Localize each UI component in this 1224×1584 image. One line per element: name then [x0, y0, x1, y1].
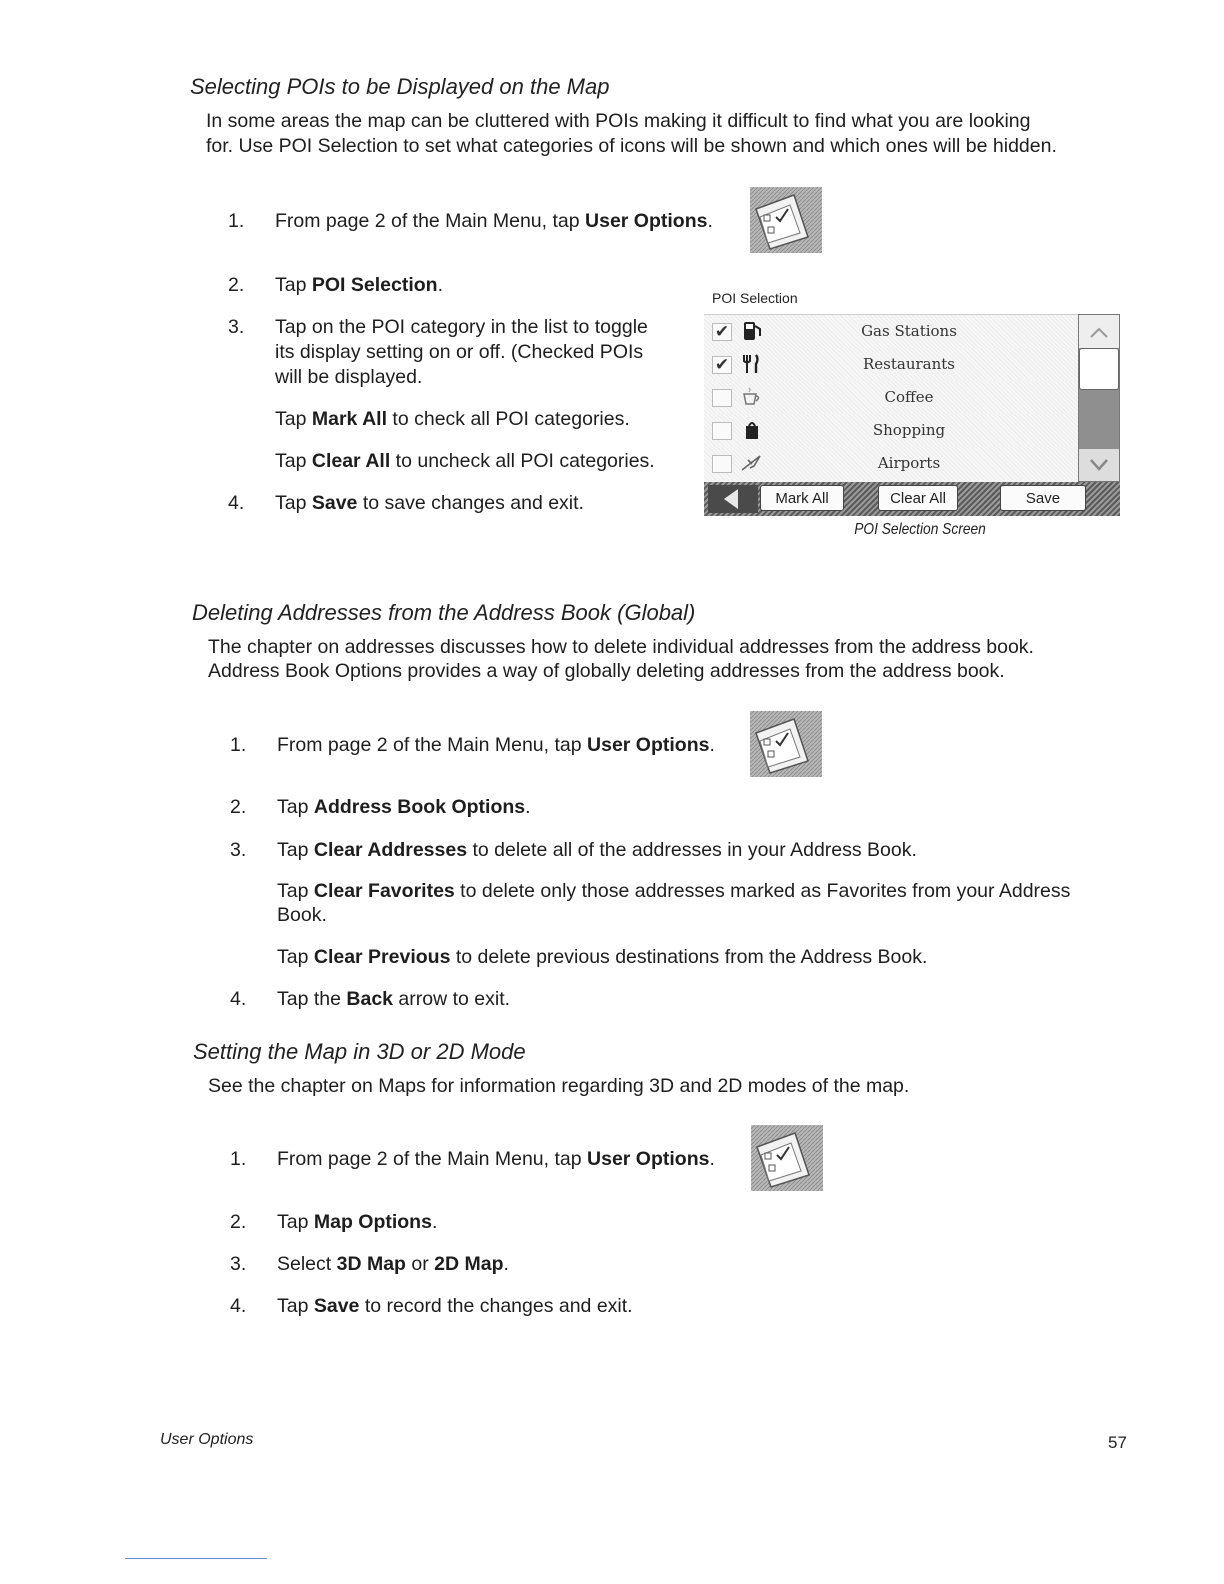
poi-checkbox[interactable] [712, 389, 732, 407]
airplane-icon [740, 452, 764, 474]
user-options-icon [750, 711, 822, 777]
poi-row-coffee[interactable] [704, 381, 1078, 415]
step-number: 3. [230, 839, 247, 861]
page-number: 57 [1108, 1433, 1127, 1452]
poi-checkbox[interactable]: ✔ [712, 323, 732, 341]
step-number: 3. [230, 1253, 247, 1275]
poi-label: Airports [877, 454, 941, 472]
step-number: 2. [228, 274, 245, 296]
step-number: 4. [228, 492, 245, 514]
poi-row-gas-stations[interactable] [704, 315, 1078, 349]
footer-divider [125, 1558, 267, 1559]
step-text: From page 2 of the Main Menu, tap User Options. [277, 1148, 715, 1170]
step-number: 2. [230, 1211, 247, 1233]
step-text: Select 3D Map or 2D Map. [277, 1253, 509, 1275]
poi-toolbar [704, 482, 1120, 516]
back-arrow-button[interactable] [708, 485, 758, 513]
step-number: 1. [230, 1148, 247, 1170]
shopping-bag-icon [740, 419, 764, 441]
step-text: Tap Mark All to check all POI categories. [275, 408, 630, 430]
save-button[interactable]: Save [1000, 485, 1086, 511]
step-text: its display setting on or off. (Checked POIs [275, 341, 644, 363]
step-text: Book. [277, 904, 327, 926]
intro-paragraph-line: for. Use POI Selection to set what categories of icons will be shown and which ones will be hidden. [206, 135, 1057, 157]
user-options-icon [751, 1125, 823, 1191]
step-text: Tap Address Book Options. [277, 796, 531, 818]
step-text: Tap Map Options. [277, 1211, 438, 1233]
step-text: Tap POI Selection. [275, 274, 443, 296]
step-text: Tap on the POI category in the list to toggle [275, 316, 648, 338]
poi-row-restaurants[interactable] [704, 348, 1078, 382]
step-text: From page 2 of the Main Menu, tap User Options. [277, 734, 715, 756]
step-text: Tap the Back arrow to exit. [277, 988, 511, 1010]
step-number: 4. [230, 988, 247, 1010]
step-text: From page 2 of the Main Menu, tap User Options. [275, 210, 713, 232]
poi-selection-screen [704, 288, 1120, 518]
step-text: Tap Clear Favorites to delete only those addresses marked as Favorites from your Address [277, 880, 1071, 902]
scroll-up-button[interactable] [1079, 315, 1119, 348]
section-title-address-book: Deleting Addresses from the Address Book (Global) [192, 600, 696, 625]
step-number: 4. [230, 1295, 247, 1317]
step-text: Tap Save to record the changes and exit. [277, 1295, 633, 1317]
chevron-up-icon [1079, 315, 1119, 348]
poi-label: Gas Stations [861, 322, 957, 340]
poi-checkbox[interactable] [712, 455, 732, 473]
scroll-down-button[interactable] [1079, 449, 1119, 481]
step-number: 1. [228, 210, 245, 232]
section-paragraph-line: See the chapter on Maps for information regarding 3D and 2D modes of the map. [208, 1075, 910, 1097]
intro-paragraph-line: In some areas the map can be cluttered with POIs making it difficult to find what you are looking [206, 110, 1031, 132]
poi-row-shopping[interactable] [704, 414, 1078, 448]
section-paragraph-line: Address Book Options provides a way of globally deleting addresses from the address book. [208, 660, 1005, 682]
chevron-down-icon [1079, 449, 1119, 481]
section-title-poi: Selecting POIs to be Displayed on the Map [190, 74, 610, 99]
step-number: 2. [230, 796, 247, 818]
poi-screen-title: POI Selection [712, 290, 798, 306]
poi-checkbox[interactable]: ✔ [712, 356, 732, 374]
step-text: Tap Clear Addresses to delete all of the addresses in your Address Book. [277, 839, 917, 861]
step-number: 1. [230, 734, 247, 756]
poi-label: Restaurants [863, 355, 955, 373]
poi-label: Coffee [884, 388, 934, 406]
coffee-cup-icon [740, 386, 764, 408]
section-title-3d-2d: Setting the Map in 3D or 2D Mode [193, 1039, 526, 1064]
gas-pump-icon [740, 320, 764, 342]
step-text: Tap Save to save changes and exit. [275, 492, 584, 514]
poi-category-list [704, 314, 1078, 483]
figure-caption: POI Selection Screen [854, 521, 986, 538]
step-text: Tap Clear All to uncheck all POI categories. [275, 450, 655, 472]
footer-section-name: User Options [160, 1431, 254, 1448]
poi-scrollbar[interactable] [1078, 314, 1120, 482]
mark-all-button[interactable]: Mark All [760, 485, 844, 511]
poi-row-airports[interactable] [704, 447, 1078, 480]
user-options-icon [750, 187, 822, 253]
section-paragraph-line: The chapter on addresses discusses how to delete individual addresses from the address book. [208, 636, 1034, 658]
fork-knife-icon [740, 353, 764, 375]
step-text: will be displayed. [275, 366, 423, 388]
step-text: Tap Clear Previous to delete previous destinations from the Address Book. [277, 946, 928, 968]
step-number: 3. [228, 316, 245, 338]
poi-checkbox[interactable] [712, 422, 732, 440]
clear-all-button[interactable]: Clear All [878, 485, 958, 511]
poi-label: Shopping [872, 421, 946, 439]
scroll-thumb[interactable] [1079, 348, 1119, 390]
